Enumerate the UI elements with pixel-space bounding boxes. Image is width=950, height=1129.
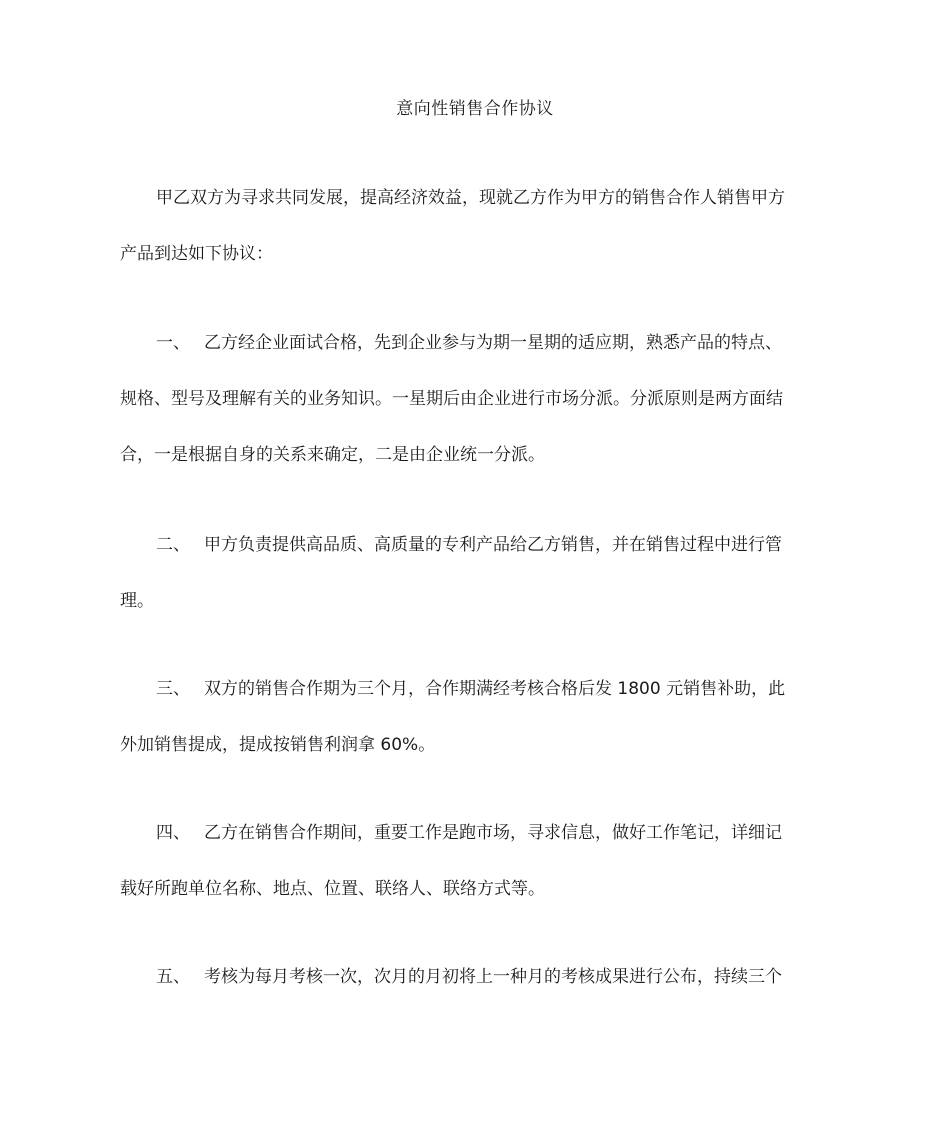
clause-1-line-1 [156, 330, 832, 356]
clause-2-text-1: 甲方负责提供高品质、高质量的专利产品给乙方销售，并在销售过程中进行管 [204, 535, 782, 555]
clause-1-line-3: 合，一是根据自身的关系来确定，二是由企业统一分派。 [120, 445, 545, 465]
clause-1-line-2: 规格、型号及理解有关的业务知识。一星期后由企业进行市场分派。分派原则是两方面结 [120, 389, 783, 409]
document-title: 意向性销售合作协议 [396, 99, 554, 119]
clause-2-line-2: 理。 [120, 591, 154, 611]
clause-3-text-1: 双方的销售合作期为三个月，合作期满经考核合格后发 1800 元销售补助，此 [204, 679, 786, 699]
clause-4-line-1 [156, 820, 832, 846]
clause-4-text-1: 乙方在销售合作期间，重要工作是跑市场，寻求信息，做好工作笔记，详细记 [204, 823, 782, 843]
intro-line-1: 甲乙双方为寻求共同发展，提高经济效益，现就乙方作为甲方的销售合作人销售甲方 [156, 188, 785, 208]
clause-1-text-1: 乙方经企业面试合格，先到企业参与为期一星期的适应期，熟悉产品的特点、 [204, 333, 782, 353]
clause-3-line-2: 外加销售提成，提成按销售利润拿 60%。 [120, 735, 436, 755]
clause-4-number: 四、 [156, 823, 190, 843]
clause-2-line-1 [156, 532, 832, 558]
clause-4-line-2: 载好所跑单位名称、地点、位置、联络人、联络方式等。 [120, 879, 545, 899]
clause-3-line-1 [156, 676, 832, 702]
clause-3-number: 三、 [156, 679, 190, 699]
clause-5-line-1 [156, 964, 832, 990]
clause-2-number: 二、 [156, 535, 190, 555]
clause-1-number: 一、 [156, 333, 190, 353]
intro-line-2: 产品到达如下协议： [120, 244, 273, 264]
clause-5-text-1: 考核为每月考核一次，次月的月初将上一种月的考核成果进行公布，持续三个 [204, 967, 782, 987]
clause-5-number: 五、 [156, 967, 190, 987]
